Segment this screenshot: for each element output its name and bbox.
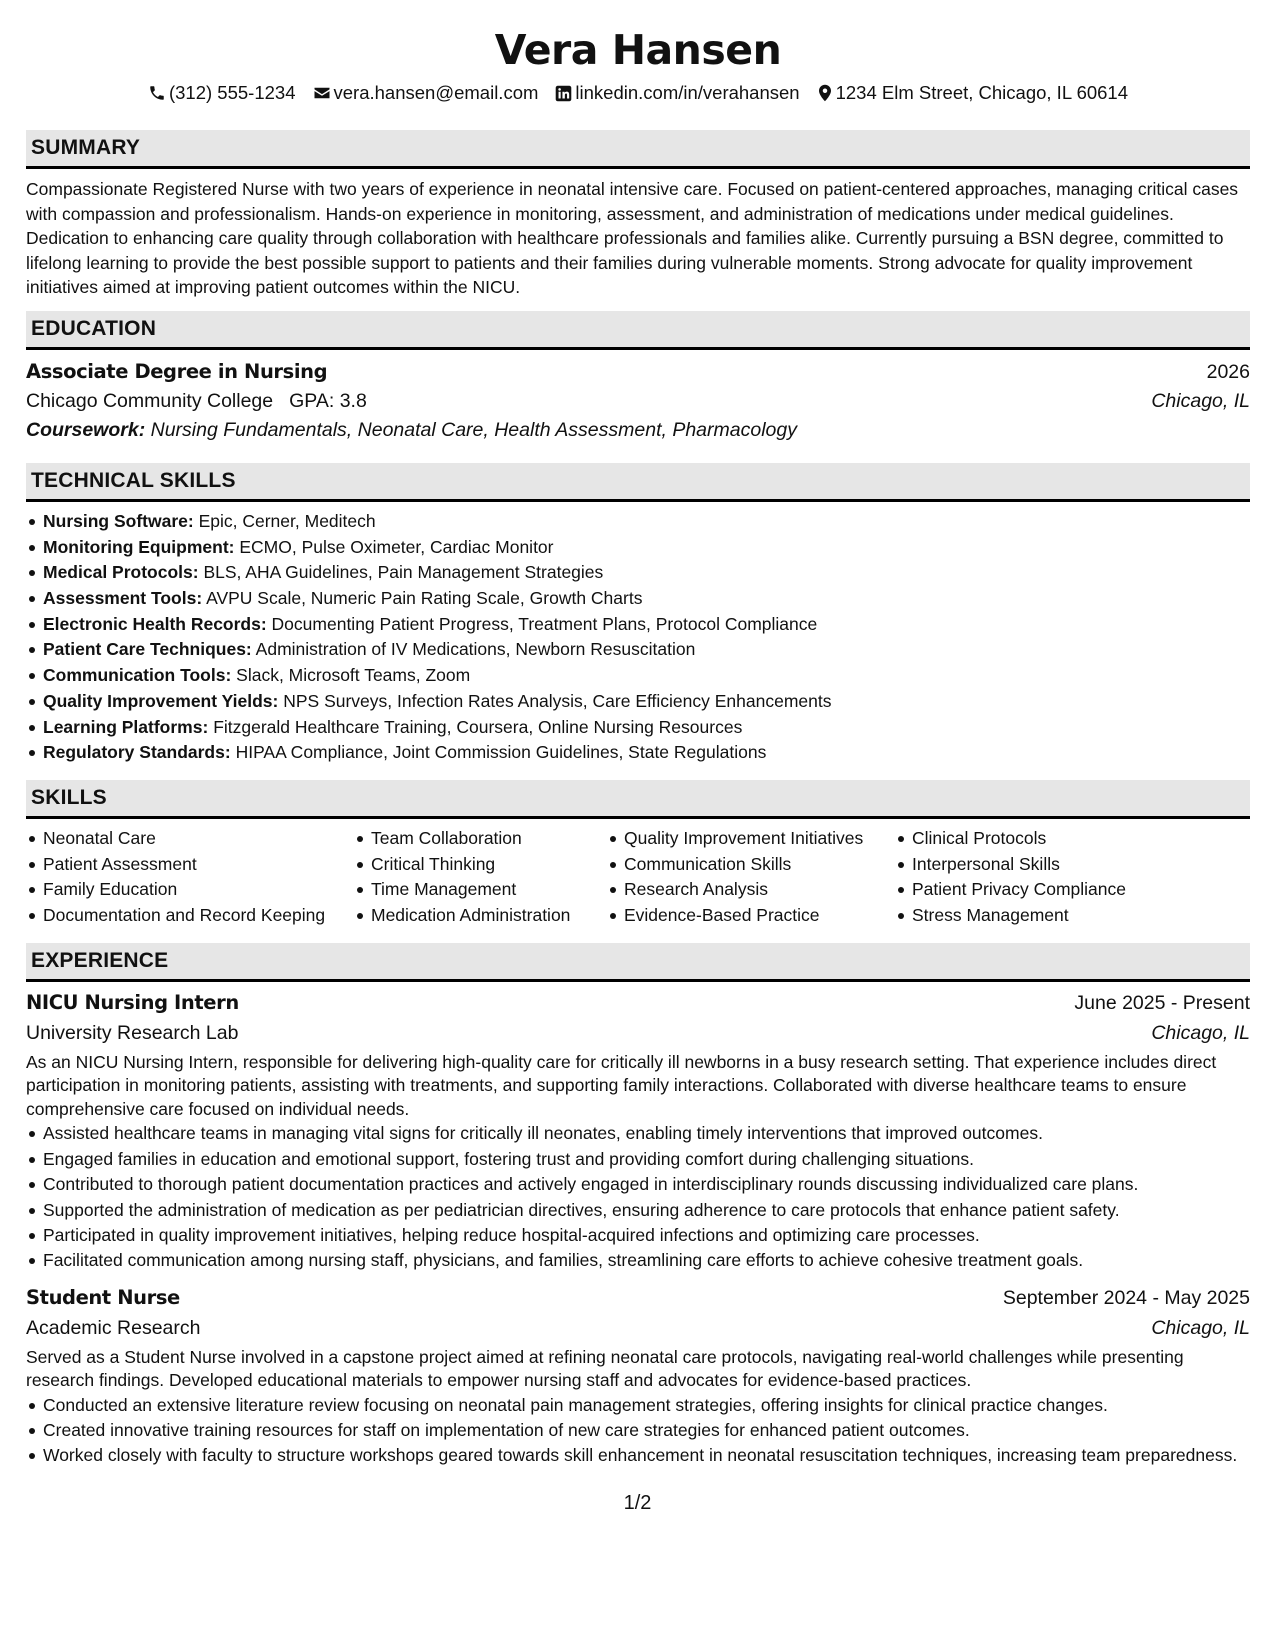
job-dates: September 2024 - May 2025 bbox=[1002, 1286, 1250, 1309]
school-info bbox=[26, 386, 367, 416]
list-item: Communication Skills bbox=[624, 852, 895, 878]
tech-skill-value: Epic, Cerner, Meditech bbox=[198, 510, 376, 531]
contact-email-text[interactable]: vera.hansen@email.com bbox=[333, 82, 539, 103]
list-item: Supported the administration of medication as per pediatrician directives, ensuring adherence to care protocols that enhance patient safety. bbox=[43, 1198, 1250, 1223]
education-degree-row bbox=[26, 358, 1250, 386]
page-number: 1/2 bbox=[623, 1492, 652, 1514]
job-entry bbox=[26, 1283, 1250, 1468]
job-dates: June 2025 - Present bbox=[1074, 991, 1250, 1014]
school-location: Chicago, IL bbox=[1151, 389, 1250, 412]
tech-skill-label: Quality Improvement Yields: bbox=[43, 690, 279, 711]
tech-skill-value: Documenting Patient Progress, Treatment Plans, Protocol Compliance bbox=[271, 613, 818, 634]
job-title: NICU Nursing Intern bbox=[26, 990, 239, 1014]
skills-column bbox=[354, 826, 607, 929]
job-bullets bbox=[26, 1393, 1250, 1468]
job-title: Student Nurse bbox=[26, 1285, 180, 1309]
skills-grid bbox=[26, 826, 1250, 929]
list-item bbox=[43, 586, 1250, 612]
map-marker-icon bbox=[817, 84, 833, 102]
list-item: Engaged families in education and emotional support, fostering trust and providing comfort during challenging situations. bbox=[43, 1147, 1250, 1172]
phone-icon bbox=[148, 84, 166, 102]
list-item bbox=[43, 663, 1250, 689]
list-item: Interpersonal Skills bbox=[912, 852, 1126, 878]
job-title-row bbox=[26, 988, 1250, 1018]
list-item bbox=[43, 637, 1250, 663]
skills-heading: SKILLS bbox=[26, 780, 1250, 819]
linkedin-icon bbox=[555, 85, 572, 102]
candidate-name: Vera Hansen bbox=[494, 26, 782, 74]
list-item bbox=[43, 509, 1250, 535]
tech-skill-value: Fitzgerald Healthcare Training, Coursera, Online Nursing Resources bbox=[213, 716, 743, 737]
list-item bbox=[43, 535, 1250, 561]
coursework bbox=[26, 416, 1250, 445]
list-item bbox=[43, 689, 1250, 715]
contact-address-text: 1234 Elm Street, Chicago, IL 60614 bbox=[835, 82, 1129, 103]
tech-skill-label: Communication Tools: bbox=[43, 665, 232, 686]
list-item: Created innovative training resources for staff on implementation of new care strategies for enhanced patient outcomes. bbox=[43, 1418, 1250, 1443]
job-location: Chicago, IL bbox=[1151, 1021, 1250, 1044]
list-item: Team Collaboration bbox=[371, 826, 607, 852]
job-org-row bbox=[26, 1313, 1250, 1343]
skills-column bbox=[607, 826, 895, 929]
list-item: Family Education bbox=[43, 877, 354, 903]
job-description: As an NICU Nursing Intern, responsible for delivering high-quality care for critically ill newborns in a busy research setting. That experience includes direct participation in monitoring patients, assisting with treatments, and supporting family interactions. Collaborated with diverse healthcare teams to ensure comprehensive care focused on individual needs. bbox=[26, 1051, 1217, 1119]
tech-skill-value: AVPU Scale, Numeric Pain Rating Scale, Growth Charts bbox=[206, 588, 643, 609]
list-item: Quality Improvement Initiatives bbox=[624, 826, 895, 852]
envelope-icon bbox=[313, 84, 331, 102]
tech-skill-label: Learning Platforms: bbox=[43, 716, 209, 737]
job-organization: University Research Lab bbox=[26, 1021, 239, 1044]
degree-title: Associate Degree in Nursing bbox=[26, 359, 328, 383]
list-item: Conducted an extensive literature review focusing on neonatal pain management strategies, offering insights for clinical practice changes. bbox=[43, 1393, 1250, 1418]
job-title-row bbox=[26, 1283, 1250, 1313]
contact-email[interactable] bbox=[313, 82, 539, 104]
list-item bbox=[43, 715, 1250, 741]
gpa: GPA: 3.8 bbox=[289, 389, 367, 412]
job-location: Chicago, IL bbox=[1151, 1316, 1250, 1339]
school-name: Chicago Community College bbox=[26, 389, 274, 412]
list-item: Facilitated communication among nursing staff, physicians, and families, streamlining care efforts to achieve cohesive treatment goals. bbox=[43, 1248, 1250, 1273]
job-description: Served as a Student Nurse involved in a capstone project aimed at refining neonatal care protocols, navigating real-world challenges while presenting research findings. Developed educational materials to empower nursing staff and advocates for evidence-based practices. bbox=[26, 1346, 1184, 1391]
education-heading: EDUCATION bbox=[26, 311, 1250, 350]
tech-skill-value: BLS, AHA Guidelines, Pain Management Strategies bbox=[203, 562, 604, 583]
tech-skill-label: Patient Care Techniques: bbox=[43, 639, 252, 660]
tech-skill-label: Electronic Health Records: bbox=[43, 613, 267, 634]
list-item: Research Analysis bbox=[624, 877, 895, 903]
list-item: Patient Privacy Compliance bbox=[912, 877, 1126, 903]
skills-column bbox=[26, 826, 354, 929]
tech-skill-value: HIPAA Compliance, Joint Commission Guidelines, State Regulations bbox=[235, 742, 767, 763]
contact-address bbox=[817, 82, 1128, 104]
experience-heading: EXPERIENCE bbox=[26, 943, 1250, 982]
list-item: Stress Management bbox=[912, 903, 1126, 929]
list-item: Neonatal Care bbox=[43, 826, 354, 852]
tech-skill-value: ECMO, Pulse Oximeter, Cardiac Monitor bbox=[239, 536, 554, 557]
list-item: Contributed to thorough patient documentation practices and actively engaged in interdisciplinary rounds discussing individualized care plans. bbox=[43, 1172, 1250, 1197]
summary-heading: SUMMARY bbox=[26, 130, 1250, 169]
tech-skill-label: Assessment Tools: bbox=[43, 588, 203, 609]
list-item: Medication Administration bbox=[371, 903, 607, 929]
technical-skills-list bbox=[26, 509, 1250, 766]
skills-column bbox=[895, 826, 1126, 929]
resume-page bbox=[26, 0, 1250, 1467]
list-item: Patient Assessment bbox=[43, 852, 354, 878]
job-org-row bbox=[26, 1018, 1250, 1048]
list-item: Clinical Protocols bbox=[912, 826, 1126, 852]
list-item: Evidence-Based Practice bbox=[624, 903, 895, 929]
list-item: Critical Thinking bbox=[371, 852, 607, 878]
list-item: Participated in quality improvement initiatives, helping reduce hospital-acquired infections and optimizing care processes. bbox=[43, 1223, 1250, 1248]
tech-skill-label: Nursing Software: bbox=[43, 510, 194, 531]
contact-bar bbox=[26, 80, 1250, 106]
job-organization: Academic Research bbox=[26, 1316, 201, 1339]
list-item bbox=[43, 560, 1250, 586]
tech-skill-value: Administration of IV Medications, Newborn Resuscitation bbox=[255, 639, 696, 660]
list-item bbox=[43, 612, 1250, 638]
job-bullets bbox=[26, 1121, 1250, 1273]
coursework-label: Coursework: bbox=[26, 418, 146, 441]
tech-skill-value: NPS Surveys, Infection Rates Analysis, Care Efficiency Enhancements bbox=[283, 690, 832, 711]
list-item bbox=[43, 740, 1250, 766]
tech-skill-label: Regulatory Standards: bbox=[43, 742, 231, 763]
list-item: Time Management bbox=[371, 877, 607, 903]
technical-skills-heading: TECHNICAL SKILLS bbox=[26, 463, 1250, 502]
job-entry bbox=[26, 988, 1250, 1274]
list-item: Worked closely with faculty to structure workshops geared towards skill enhancement in neonatal resuscitation techniques, increasing team preparedness. bbox=[43, 1443, 1250, 1468]
coursework-list: Nursing Fundamentals, Neonatal Care, Health Assessment, Pharmacology bbox=[150, 418, 797, 441]
education-school-row bbox=[26, 386, 1250, 416]
contact-linkedin[interactable] bbox=[555, 82, 799, 104]
tech-skill-label: Medical Protocols: bbox=[43, 562, 199, 583]
summary-text: Compassionate Registered Nurse with two years of experience in neonatal intensive care. Focused on patient-centered approaches, managing critical cases with compassion and professionalism. Hands-on experience in monitoring, assessment, and administration of medications under medical guidelines. Dedication to enhancing care quality through collaboration with healthcare professionals and families alike. Currently pursuing a BSN degree, committed to lifelong learning to provide the best possible support to patients and their families during vulnerable moments. Strong advocate for quality improvement initiatives aimed at improving patient outcomes within the NICU. bbox=[26, 179, 1239, 298]
degree-year: 2026 bbox=[1206, 360, 1250, 383]
contact-phone-text: (312) 555-1234 bbox=[168, 82, 296, 103]
tech-skill-value: Slack, Microsoft Teams, Zoom bbox=[236, 665, 471, 686]
contact-phone bbox=[148, 82, 296, 104]
list-item: Assisted healthcare teams in managing vital signs for critically ill neonates, enabling timely interventions that improved outcomes. bbox=[43, 1121, 1250, 1146]
contact-linkedin-text[interactable]: linkedin.com/in/verahansen bbox=[575, 82, 800, 103]
tech-skill-label: Monitoring Equipment: bbox=[43, 536, 235, 557]
list-item: Documentation and Record Keeping bbox=[43, 903, 354, 929]
